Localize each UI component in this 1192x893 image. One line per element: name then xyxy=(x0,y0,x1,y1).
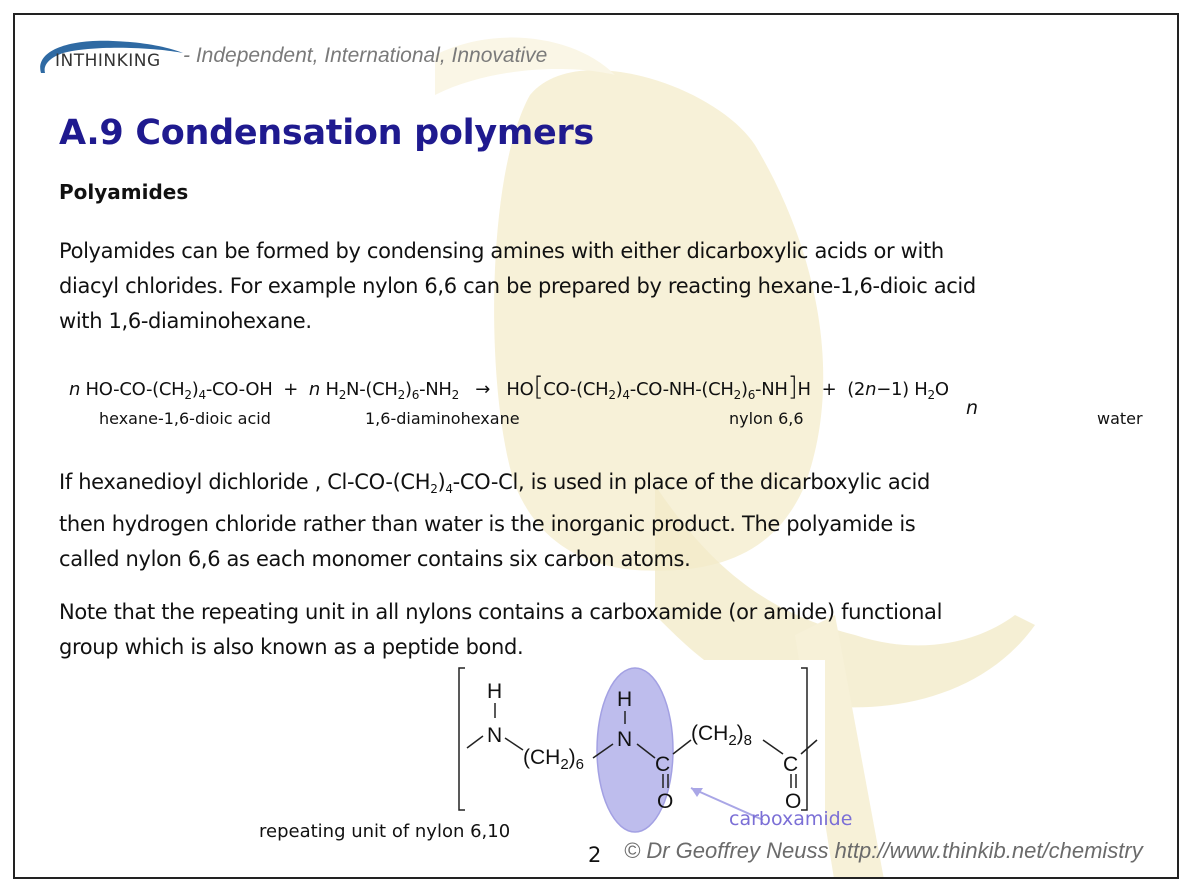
page-title: A.9 Condensation polymers xyxy=(59,113,594,153)
paragraph-line: then hydrogen chloride rather than water is the inorganic product. The polyamide is xyxy=(59,512,916,536)
section-subheading: Polyamides xyxy=(59,180,189,204)
group-ch2-8: $(CH_2)_8$ xyxy=(691,722,753,749)
tagline: - Independent, International, Innovative xyxy=(183,44,548,67)
paragraph-line: If hexanedioyl dichloride , $Cl-CO-(CH_2)_4-CO-Cl$, is used in place of the dicarboxylic acid xyxy=(59,470,931,496)
atom-o: O xyxy=(785,790,802,813)
intro-paragraph xyxy=(59,234,976,339)
atom-n: N xyxy=(617,728,633,751)
paragraph-line: group which is also known as a peptide bond. xyxy=(59,635,524,659)
footer-credit: © Dr Geoffrey Neuss http://www.thinkib.net/chemistry xyxy=(624,838,1143,863)
label-amine: 1,6-diaminohexane xyxy=(365,409,520,428)
nylon-equation: n $HO-CO-(CH_2)_4-CO-OH + n$ $H_2N-(CH_2)_6-NH_2 \to HO[CO-(CH_2)_4-CO-NH-(CH_2)_6-NH]H + (2n-1)$ $H_2O$ xyxy=(69,372,949,402)
paragraph-line: Polyamides can be formed by condensing amines with either dicarboxylic acids or with xyxy=(59,239,944,263)
atom-n: N xyxy=(487,724,503,747)
atom-h: H xyxy=(617,688,633,711)
carboxamide-label: carboxamide xyxy=(729,808,853,830)
atom-c: C xyxy=(783,753,799,776)
atom-o: O xyxy=(657,790,674,813)
paragraph-line: Note that the repeating unit in all nylons contains a carboxamide (or amide) functional xyxy=(59,600,943,624)
atom-c: C xyxy=(655,753,671,776)
paragraph-line: with 1,6-diaminohexane. xyxy=(59,309,312,333)
structure-caption: repeating unit of nylon 6,10 xyxy=(259,821,511,842)
amide-paragraph xyxy=(59,595,942,665)
polymer-subscript-n: n xyxy=(966,397,979,419)
logo-text: INTHINKING xyxy=(55,51,161,71)
atom-h: H xyxy=(487,680,503,703)
label-acid: hexane-1,6-dioic acid xyxy=(99,409,271,428)
paragraph-line: diacyl chlorides. For example nylon 6,6 can be prepared by reacting hexane-1,6-dioic acid xyxy=(59,274,976,298)
page-number: 2 xyxy=(588,843,602,867)
group-ch2-6: $(CH_2)_6$ xyxy=(523,746,585,773)
dichloride-paragraph xyxy=(59,465,930,577)
slide xyxy=(13,13,1179,879)
paragraph-line: called nylon 6,6 as each monomer contains six carbon atoms. xyxy=(59,547,691,571)
label-polymer: nylon 6,6 xyxy=(729,409,804,428)
label-water: water xyxy=(1097,409,1143,428)
